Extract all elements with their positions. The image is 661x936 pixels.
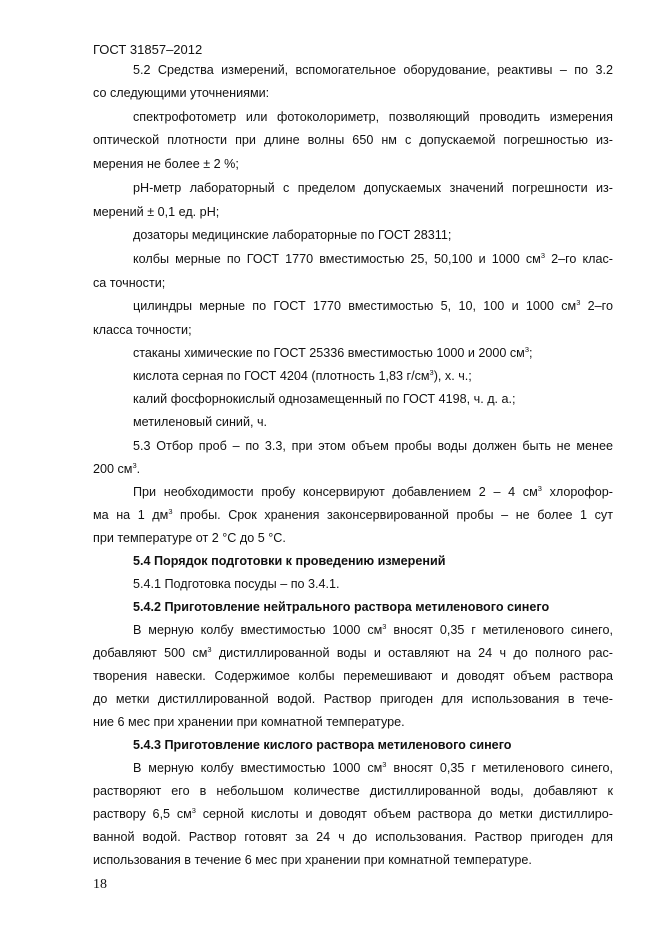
text-line: мерений ± 0,1 ед. рН; xyxy=(93,205,220,219)
section-heading: 5.4.3 Приготовление кислого раствора метиленового синего xyxy=(133,738,512,752)
text-line: рН-метр лабораторный с пределом допускаемых значений погрешности из- xyxy=(133,181,613,195)
text-line: колбы мерные по ГОСТ 1770 вместимостью 25, 50,100 и 1000 $см^3$ 2–го клас- xyxy=(133,250,613,266)
text-line: ние 6 мес при хранении при комнатной температуре. xyxy=(93,715,405,729)
text-line: кислота серная по ГОСТ 4204 (плотность 1,83 $г/см^3$), х. ч.; xyxy=(133,367,472,383)
text-line: растворяют его в небольшом количестве дистиллированной воды, добавляют к xyxy=(93,784,613,798)
text-line: класса точности; xyxy=(93,323,192,337)
text-line: творения навески. Содержимое колбы перемешивают и доводят объем раствора xyxy=(93,669,613,683)
text-line: оптической плотности при длине волны 650 нм с допускаемой погрешностью из- xyxy=(93,133,613,147)
text-line: 5.2 Средства измерений, вспомогательное оборудование, реактивы – по 3.2 xyxy=(133,63,613,77)
text-line: В мерную колбу вместимостью 1000 $см^3$ вносят 0,35 г метиленового синего, xyxy=(133,759,613,775)
text-line: В мерную колбу вместимостью 1000 $см^3$ вносят 0,35 г метиленового синего, xyxy=(133,621,613,637)
text-line: стаканы химические по ГОСТ 25336 вместимостью 1000 и 2000 $см^3$; xyxy=(133,344,533,360)
text-line: ма на 1 $дм^3$ пробы. Срок хранения законсервированной пробы – не более 1 сут xyxy=(93,506,613,522)
text-line: мерения не более ± 2 %; xyxy=(93,157,239,171)
text-line: При необходимости пробу консервируют добавлением 2 – 4 $см^3$ хлорофор- xyxy=(133,483,613,499)
text-line: использования в течение 6 мес при хранении при комнатной температуре. xyxy=(93,853,532,867)
text-line: ванной водой. Раствор готовят за 24 ч до использования. Раствор пригоден для xyxy=(93,830,613,844)
text-line: при температуре от 2 °С до 5 °С. xyxy=(93,531,286,545)
text-line: раствору 6,5 $см^3$ серной кислоты и доводят объем раствора до метки дистиллиро- xyxy=(93,805,613,821)
text-line: 5.4.1 Подготовка посуды – по 3.4.1. xyxy=(133,577,340,591)
text-line: добавляют 500 $см^3$ дистиллированной воды и оставляют на 24 ч до полного рас- xyxy=(93,644,613,660)
text-line: со следующими уточнениями: xyxy=(93,86,270,100)
section-heading: 5.4.2 Приготовление нейтрального раствора метиленового синего xyxy=(133,600,550,614)
text-line: дозаторы медицинские лабораторные по ГОСТ 28311; xyxy=(133,228,452,242)
page-header: ГОСТ 31857–2012 xyxy=(93,42,203,57)
page-number: 18 xyxy=(93,877,107,892)
text-line: 200 $см^3$. xyxy=(93,460,141,476)
text-line: са точности; xyxy=(93,276,166,290)
text-line: до метки дистиллированной водой. Раствор пригоден для использования в тече- xyxy=(93,692,613,706)
text-line: калий фосфорнокислый однозамещенный по ГОСТ 4198, ч. д. а.; xyxy=(133,392,516,406)
text-line: 5.3 Отбор проб – по 3.3, при этом объем пробы воды должен быть не менее xyxy=(133,439,613,453)
text-line: спектрофотометр или фотоколориметр, позволяющий проводить измерения xyxy=(133,110,613,124)
text-line: метиленовый синий, ч. xyxy=(133,415,268,429)
text-line: цилиндры мерные по ГОСТ 1770 вместимостью 5, 10, 100 и 1000 $см^3$ 2–го xyxy=(133,297,613,313)
section-heading: 5.4 Порядок подготовки к проведению измерений xyxy=(133,554,446,568)
